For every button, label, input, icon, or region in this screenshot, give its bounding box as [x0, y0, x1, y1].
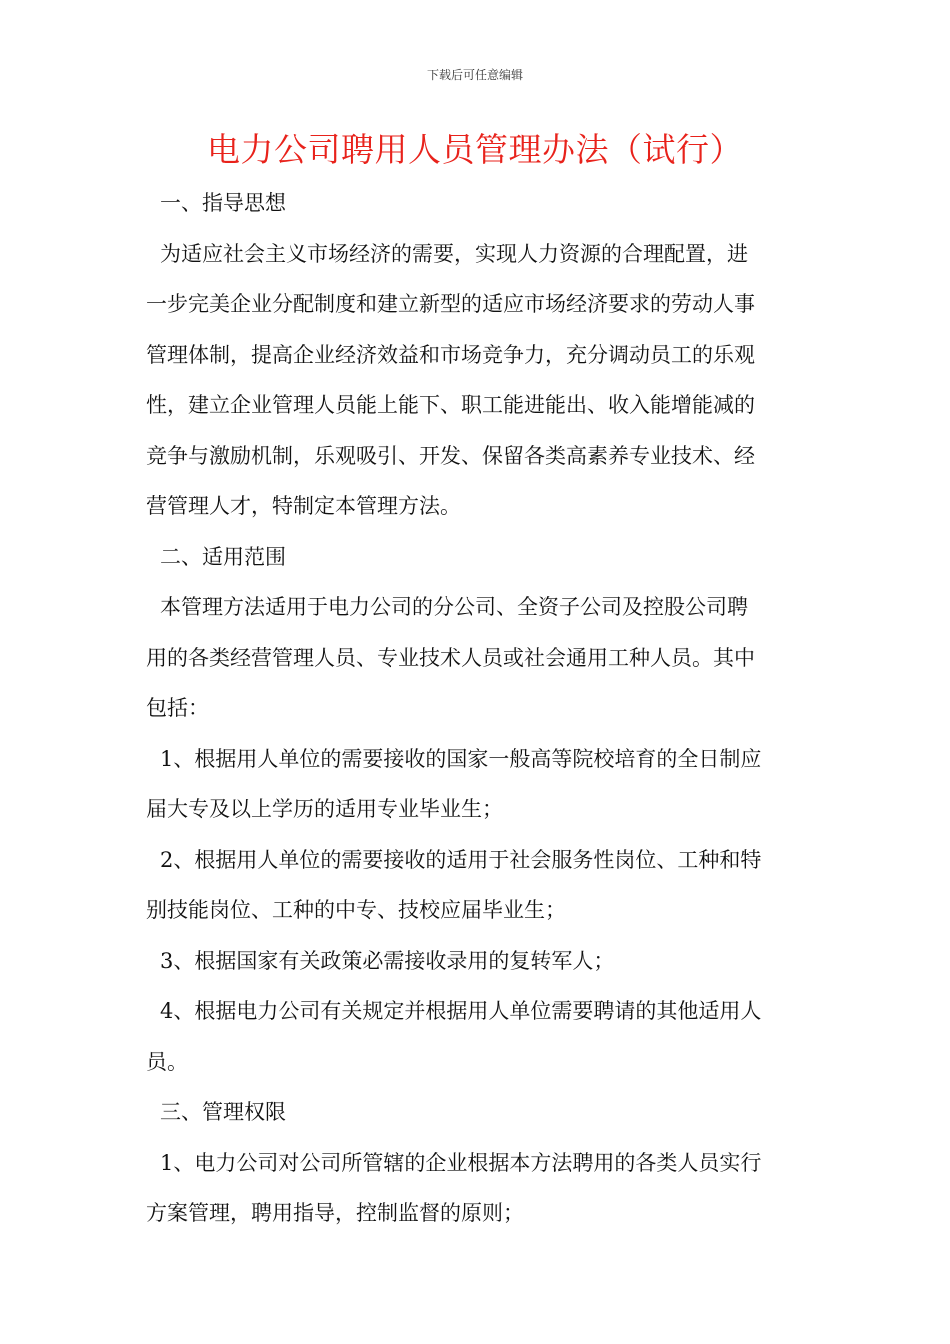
body-text-line: 2、根据用人单位的需要接收的适用于社会服务性岗位、工种和特 [160, 847, 762, 872]
body-text-line: 包括： [146, 696, 209, 720]
section-heading: 一、指导思想 [160, 191, 286, 215]
body-text-line: 4、根据电力公司有关规定并根据用人单位需要聘请的其他适用人 [160, 999, 762, 1023]
body-text-line: 1、电力公司对公司所管辖的企业根据本方法聘用的各类人员实行 [160, 1150, 762, 1175]
header-note: 下载后可任意编辑 [426, 68, 523, 82]
body-text-line: 方案管理，聘用指导，控制监督的原则； [146, 1201, 524, 1225]
body-text-line: 3、根据国家有关政策必需接收录用的复转军人； [160, 948, 615, 973]
body-text-line: 届大专及以上学历的适用专业毕业生； [146, 797, 503, 821]
body-text-line: 管理体制，提高企业经济效益和市场竞争力，充分调动员工的乐观 [146, 342, 755, 367]
section-heading: 二、适用范围 [160, 544, 286, 569]
body-text-line: 1、根据用人单位的需要接收的国家一般高等院校培育的全日制应 [160, 746, 762, 771]
body-text-line: 本管理方法适用于电力公司的分公司、全资子公司及控股公司聘 [160, 595, 748, 619]
body-text-line: 竞争与激励机制，乐观吸引、开发、保留各类高素养专业技术、经 [146, 443, 755, 468]
body-text-line: 一步完美企业分配制度和建立新型的适应市场经济要求的劳动人事 [146, 292, 755, 316]
body-text-line: 别技能岗位、工种的中专、技校应届毕业生； [146, 898, 566, 922]
section-heading: 三、管理权限 [160, 1100, 286, 1124]
document-body [146, 178, 808, 1239]
body-text-line: 营管理人才，特制定本管理方法。 [146, 494, 461, 518]
body-text-line: 员。 [146, 1049, 188, 1074]
body-text-line: 性，建立企业管理人员能上能下、职工能进能出、收入能增能减的 [146, 393, 755, 417]
body-text-line: 用的各类经营管理人员、专业技术人员或社会通用工种人员。其中 [146, 645, 755, 670]
document-title: 电力公司聘用人员管理办法（试行） [207, 130, 743, 169]
body-text-line: 为适应社会主义市场经济的需要，实现人力资源的合理配置，进 [160, 241, 748, 266]
